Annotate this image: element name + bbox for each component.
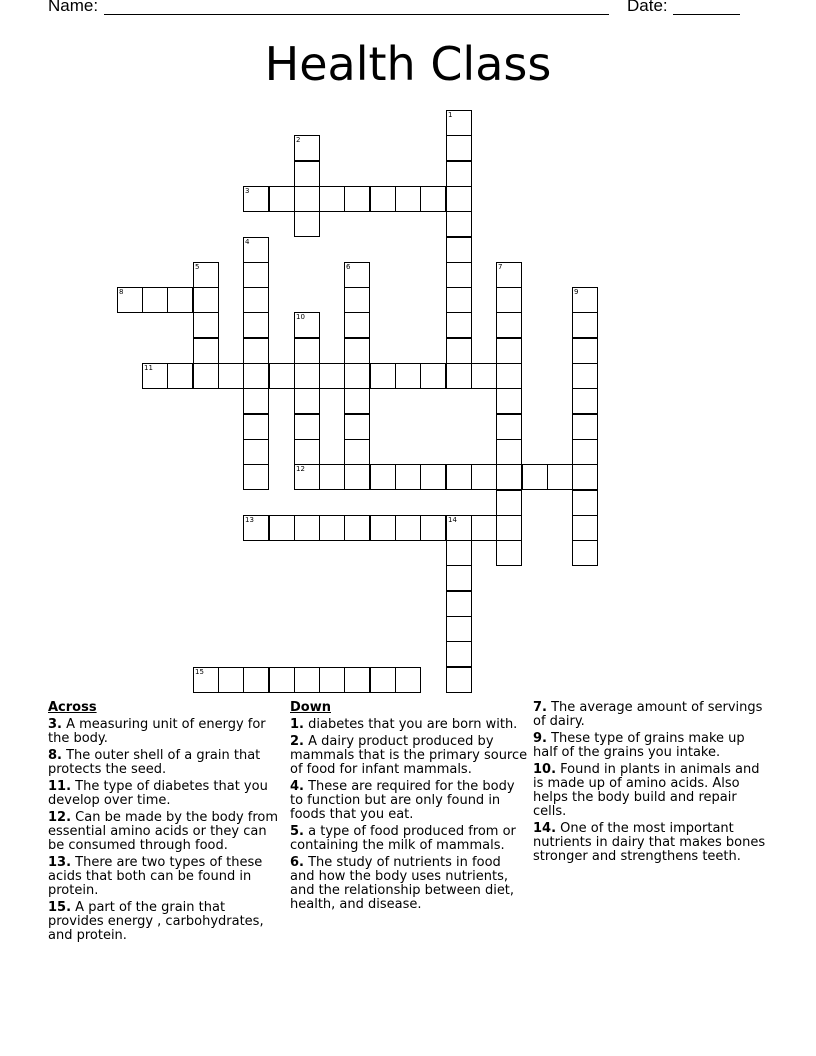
clue-item bbox=[290, 735, 528, 777]
crossword-cell[interactable] bbox=[243, 287, 269, 313]
crossword-cell[interactable] bbox=[193, 667, 219, 693]
crossword-cell[interactable] bbox=[294, 186, 320, 212]
crossword-cell[interactable] bbox=[370, 464, 396, 490]
crossword-cell[interactable] bbox=[496, 312, 522, 338]
crossword-cell[interactable] bbox=[446, 591, 472, 617]
crossword-cell[interactable] bbox=[496, 439, 522, 465]
crossword-cell[interactable] bbox=[344, 338, 370, 364]
clue-number: 8. bbox=[48, 748, 62, 763]
clue-number: 2. bbox=[290, 734, 304, 749]
crossword-cell[interactable] bbox=[395, 667, 421, 693]
crossword-cell[interactable] bbox=[496, 262, 522, 288]
cell-number: 13 bbox=[245, 516, 254, 524]
crossword-cell[interactable] bbox=[294, 515, 320, 541]
crossword-cell[interactable] bbox=[370, 363, 396, 389]
crossword-cell[interactable] bbox=[446, 161, 472, 187]
clue-item bbox=[48, 856, 284, 898]
crossword-cell[interactable] bbox=[193, 287, 219, 313]
crossword-cell[interactable] bbox=[243, 439, 269, 465]
clue-number: 10. bbox=[533, 762, 557, 777]
crossword-cell[interactable] bbox=[446, 135, 472, 161]
crossword-cell[interactable] bbox=[496, 515, 522, 541]
crossword-cell[interactable] bbox=[294, 464, 320, 490]
cell-number: 14 bbox=[448, 516, 457, 524]
crossword-cell[interactable] bbox=[319, 515, 345, 541]
crossword-cell[interactable] bbox=[344, 439, 370, 465]
crossword-cell[interactable] bbox=[395, 515, 421, 541]
clue-item bbox=[290, 825, 528, 853]
crossword-cell[interactable] bbox=[294, 161, 320, 187]
crossword-cell[interactable] bbox=[496, 287, 522, 313]
crossword-cell[interactable] bbox=[572, 515, 598, 541]
crossword-cell[interactable] bbox=[496, 464, 522, 490]
crossword-cell[interactable] bbox=[319, 363, 345, 389]
crossword-cell[interactable] bbox=[142, 363, 168, 389]
crossword-cell[interactable] bbox=[269, 667, 295, 693]
crossword-cell[interactable] bbox=[446, 338, 472, 364]
clue-number: 9. bbox=[533, 731, 547, 746]
crossword-cell[interactable] bbox=[446, 110, 472, 136]
crossword-cell[interactable] bbox=[319, 667, 345, 693]
crossword-cell[interactable] bbox=[218, 667, 244, 693]
cell-number: 4 bbox=[245, 238, 250, 246]
crossword-cell[interactable] bbox=[496, 540, 522, 566]
clue-number: 7. bbox=[533, 700, 547, 715]
crossword-cell[interactable] bbox=[395, 186, 421, 212]
name-label: Name: bbox=[48, 0, 99, 15]
down-clues-column-continued bbox=[533, 701, 771, 867]
cell-number: 6 bbox=[346, 263, 351, 271]
cell-number: 3 bbox=[245, 187, 250, 195]
down-clue-list-continued bbox=[533, 701, 771, 864]
crossword-cell[interactable] bbox=[344, 388, 370, 414]
crossword-cell[interactable] bbox=[344, 667, 370, 693]
crossword-cell[interactable] bbox=[294, 211, 320, 237]
clue-number: 13. bbox=[48, 855, 72, 870]
crossword-cell[interactable] bbox=[496, 388, 522, 414]
crossword-cell[interactable] bbox=[395, 363, 421, 389]
crossword-cell[interactable] bbox=[446, 515, 472, 541]
crossword-cell[interactable] bbox=[294, 338, 320, 364]
clue-item bbox=[290, 718, 528, 732]
clue-text: There are two types of these acids that both can be found in protein. bbox=[48, 855, 263, 898]
crossword-cell[interactable] bbox=[471, 464, 497, 490]
crossword-cell[interactable] bbox=[471, 363, 497, 389]
crossword-cell[interactable] bbox=[572, 540, 598, 566]
crossword-cell[interactable] bbox=[446, 616, 472, 642]
crossword-cell[interactable] bbox=[243, 515, 269, 541]
clue-text: Can be made by the body from essential amino acids or they can be consumed through food. bbox=[48, 810, 279, 853]
crossword-cell[interactable] bbox=[193, 363, 219, 389]
crossword-cell[interactable] bbox=[294, 439, 320, 465]
crossword-cell[interactable] bbox=[572, 414, 598, 440]
crossword-cell[interactable] bbox=[294, 135, 320, 161]
crossword-cell[interactable] bbox=[572, 490, 598, 516]
clue-number: 14. bbox=[533, 821, 557, 836]
clue-item bbox=[290, 780, 528, 822]
crossword-cell[interactable] bbox=[117, 287, 143, 313]
crossword-cell[interactable] bbox=[344, 262, 370, 288]
crossword-cell[interactable] bbox=[344, 287, 370, 313]
crossword-cell[interactable] bbox=[522, 464, 548, 490]
crossword-cell[interactable] bbox=[243, 363, 269, 389]
crossword-cell[interactable] bbox=[243, 312, 269, 338]
crossword-cell[interactable] bbox=[370, 186, 396, 212]
crossword-cell[interactable] bbox=[446, 262, 472, 288]
clue-text: A dairy product produced by mammals that is the primary source of food for infant mammals. bbox=[290, 734, 528, 777]
crossword-cell[interactable] bbox=[243, 338, 269, 364]
clue-item bbox=[533, 822, 771, 864]
clue-item bbox=[48, 718, 284, 746]
crossword-cell[interactable] bbox=[319, 186, 345, 212]
crossword-cell[interactable] bbox=[269, 186, 295, 212]
across-heading: Across bbox=[48, 700, 97, 715]
crossword-cell[interactable] bbox=[344, 464, 370, 490]
crossword-cell[interactable] bbox=[446, 464, 472, 490]
crossword-cell[interactable] bbox=[294, 667, 320, 693]
crossword-cell[interactable] bbox=[243, 667, 269, 693]
crossword-cell[interactable] bbox=[167, 287, 193, 313]
crossword-cell[interactable] bbox=[243, 186, 269, 212]
crossword-cell[interactable] bbox=[269, 363, 295, 389]
clue-number: 12. bbox=[48, 810, 72, 825]
clue-text: One of the most important nutrients in dairy that makes bones stronger and strengthens teeth. bbox=[533, 821, 766, 864]
crossword-cell[interactable] bbox=[294, 414, 320, 440]
puzzle-title: Health Class bbox=[264, 37, 552, 91]
crossword-cell[interactable] bbox=[446, 211, 472, 237]
cell-number: 1 bbox=[448, 111, 453, 119]
clue-item bbox=[48, 749, 284, 777]
clue-text: The outer shell of a grain that protects the seed. bbox=[48, 748, 261, 777]
crossword-cell[interactable] bbox=[446, 186, 472, 212]
crossword-cell[interactable] bbox=[496, 490, 522, 516]
crossword-cell[interactable] bbox=[269, 515, 295, 541]
crossword-cell[interactable] bbox=[294, 312, 320, 338]
clue-text: a type of food produced from or containing the milk of mammals. bbox=[290, 824, 516, 853]
crossword-cell[interactable] bbox=[370, 667, 396, 693]
crossword-cell[interactable] bbox=[344, 414, 370, 440]
crossword-cell[interactable] bbox=[193, 312, 219, 338]
crossword-cell[interactable] bbox=[420, 186, 446, 212]
clue-item bbox=[290, 856, 528, 912]
clue-item bbox=[533, 701, 771, 729]
cell-number: 12 bbox=[296, 465, 305, 473]
crossword-cell[interactable] bbox=[446, 641, 472, 667]
clue-text: These type of grains make up half of the grains you intake. bbox=[533, 731, 745, 760]
crossword-cell[interactable] bbox=[572, 338, 598, 364]
crossword-cell[interactable] bbox=[193, 262, 219, 288]
crossword-cell[interactable] bbox=[243, 262, 269, 288]
clue-number: 3. bbox=[48, 717, 62, 732]
crossword-cell[interactable] bbox=[572, 312, 598, 338]
crossword-cell[interactable] bbox=[319, 464, 345, 490]
clue-text: The study of nutrients in food and how the body uses nutrients, and the relationship between diet, health, and disease. bbox=[290, 855, 515, 912]
crossword-cell[interactable] bbox=[446, 540, 472, 566]
clue-number: 11. bbox=[48, 779, 72, 794]
crossword-cell[interactable] bbox=[344, 312, 370, 338]
crossword-cell[interactable] bbox=[547, 464, 573, 490]
crossword-cell[interactable] bbox=[243, 414, 269, 440]
crossword-cell[interactable] bbox=[420, 515, 446, 541]
across-clue-list bbox=[48, 718, 284, 943]
cell-number: 8 bbox=[119, 288, 124, 296]
crossword-cell[interactable] bbox=[420, 363, 446, 389]
crossword-cell[interactable] bbox=[395, 464, 421, 490]
down-clue-list bbox=[290, 718, 528, 912]
crossword-cell[interactable] bbox=[572, 388, 598, 414]
crossword-cell[interactable] bbox=[344, 186, 370, 212]
clue-text: These are required for the body to function but are only found in foods that you eat. bbox=[290, 779, 515, 822]
crossword-cell[interactable] bbox=[344, 515, 370, 541]
crossword-cell[interactable] bbox=[370, 515, 396, 541]
crossword-cell[interactable] bbox=[193, 338, 219, 364]
clue-item bbox=[48, 901, 284, 943]
crossword-cell[interactable] bbox=[446, 312, 472, 338]
crossword-cell[interactable] bbox=[471, 515, 497, 541]
clue-item bbox=[533, 732, 771, 760]
clue-number: 4. bbox=[290, 779, 304, 794]
crossword-cell[interactable] bbox=[496, 414, 522, 440]
clue-text: A measuring unit of energy for the body. bbox=[48, 717, 266, 746]
clue-text: A part of the grain that provides energy , carbohydrates, and protein. bbox=[48, 900, 264, 943]
cell-number: 11 bbox=[144, 364, 153, 372]
clue-number: 1. bbox=[290, 717, 304, 732]
crossword-cell[interactable] bbox=[446, 237, 472, 263]
crossword-cell[interactable] bbox=[496, 338, 522, 364]
cell-number: 10 bbox=[296, 313, 305, 321]
cell-number: 7 bbox=[498, 263, 503, 271]
crossword-cell[interactable] bbox=[243, 464, 269, 490]
cell-number: 15 bbox=[195, 668, 204, 676]
crossword-cell[interactable] bbox=[446, 667, 472, 693]
cell-number: 5 bbox=[195, 263, 200, 271]
across-clues-column bbox=[48, 701, 284, 946]
crossword-cell[interactable] bbox=[294, 363, 320, 389]
crossword-cell[interactable] bbox=[572, 287, 598, 313]
crossword-cell[interactable] bbox=[446, 363, 472, 389]
clue-item bbox=[533, 763, 771, 819]
crossword-cell[interactable] bbox=[572, 363, 598, 389]
clue-text: The average amount of servings of dairy. bbox=[533, 700, 763, 729]
crossword-cell[interactable] bbox=[167, 363, 193, 389]
crossword-cell[interactable] bbox=[496, 363, 522, 389]
clue-number: 15. bbox=[48, 900, 72, 915]
crossword-cell[interactable] bbox=[420, 464, 446, 490]
clue-text: Found in plants in animals and is made up of amino acids. Also helps the body build and repair cells. bbox=[533, 762, 760, 819]
crossword-cell[interactable] bbox=[572, 464, 598, 490]
crossword-cell[interactable] bbox=[142, 287, 168, 313]
crossword-cell[interactable] bbox=[243, 388, 269, 414]
clue-text: The type of diabetes that you develop over time. bbox=[48, 779, 268, 808]
cell-number: 2 bbox=[296, 136, 301, 144]
crossword-cell[interactable] bbox=[294, 388, 320, 414]
down-clues-column bbox=[290, 701, 528, 915]
crossword-cell[interactable] bbox=[243, 237, 269, 263]
clue-number: 5. bbox=[290, 824, 304, 839]
crossword-cell[interactable] bbox=[344, 363, 370, 389]
clue-item bbox=[48, 780, 284, 808]
crossword-cell[interactable] bbox=[218, 363, 244, 389]
cell-number: 9 bbox=[574, 288, 579, 296]
crossword-cell[interactable] bbox=[446, 287, 472, 313]
date-label: Date: bbox=[627, 0, 668, 15]
clue-text: diabetes that you are born with. bbox=[303, 717, 518, 732]
down-heading: Down bbox=[290, 700, 331, 715]
crossword-cell[interactable] bbox=[446, 565, 472, 591]
crossword-cell[interactable] bbox=[572, 439, 598, 465]
clue-item bbox=[48, 811, 284, 853]
clue-number: 6. bbox=[290, 855, 304, 870]
